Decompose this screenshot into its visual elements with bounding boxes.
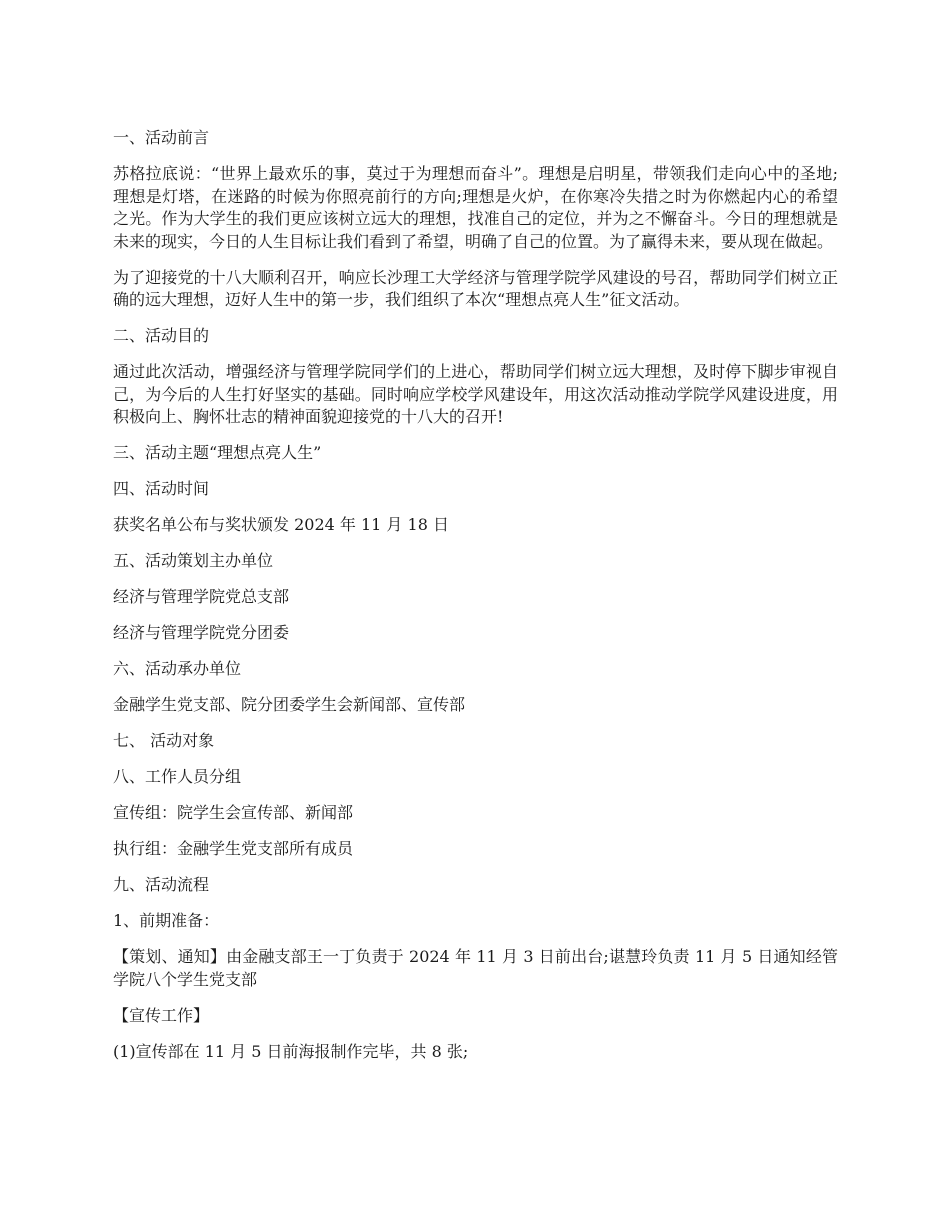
heading-host: 六、活动承办单位: [113, 659, 242, 678]
paragraph-preface-purpose: 为了迎接党的十八大顺利召开，响应长沙理工大学经济与管理学院学风建设的号召，帮助同学们树立正确的远大理想，迈好人生中的第一步，我们组织了本次“理想点亮人生”征文活动。: [113, 267, 838, 309]
heading-preparation: 1、前期准备：: [113, 911, 220, 930]
paragraph-objective: 通过此次活动，增强经济与管理学院同学们的上进心，帮助同学们树立远大理想，及时停下脚步审视自己，为今后的人生打好坚实的基础。同时响应学校学风建设年，用这次活动推动学院学风建设进度，用积极向上、胸怀壮志的精神面貌迎接党的十八大的召开!: [113, 362, 838, 426]
heading-organizer: 五、活动策划主办单位: [113, 551, 274, 570]
paragraph-publicity-group: 宣传组：院学生会宣传部、新闻部: [113, 803, 354, 822]
paragraph-organizer-2: 经济与管理学院党分团委: [113, 623, 290, 642]
heading-publicity-work: 【宣传工作】: [113, 1005, 210, 1025]
paragraph-planning-notice: 【策划、通知】由金融支部王一丁负责于 2024 年 11 月 3 日前出台;谌慧玲负责 11 月 5 日通知经管学院八个学生党支部: [113, 947, 838, 989]
paragraph-posters: (1)宣传部在 11 月 5 日前海报制作完毕，共 8 张;: [113, 1041, 469, 1061]
heading-time: 四、活动时间: [113, 479, 210, 498]
paragraph-preface-socrates: 苏格拉底说：“世界上最欢乐的事，莫过于为理想而奋斗”。理想是启明星，带领我们走向心中的圣地;理想是灯塔，在迷路的时候为你照亮前行的方向;理想是火炉，在你寒冷失措之时为你燃起内心的希望之光。作为大学生的我们更应该树立远大的理想，找准自己的定位，并为之不懈奋斗。今日的理想就是未来的现实，今日的人生目标让我们看到了希望，明确了自己的位置。为了赢得未来，要从现在做起。: [113, 164, 838, 251]
heading-objective: 二、活动目的: [113, 326, 210, 345]
heading-audience: 七、 活动对象: [113, 731, 215, 750]
document-body: [113, 127, 838, 1077]
heading-process: 九、活动流程: [113, 875, 210, 894]
paragraph-execution-group: 执行组：金融学生党支部所有成员: [113, 839, 354, 858]
heading-staff-groups: 八、工作人员分组: [113, 767, 242, 786]
heading-theme: 三、活动主题“理想点亮人生”: [113, 443, 322, 462]
paragraph-organizer-1: 经济与管理学院党总支部: [113, 587, 290, 606]
paragraph-time: 获奖名单公布与奖状颁发 2024 年 11 月 18 日: [113, 515, 449, 534]
heading-preface: 一、活动前言: [113, 128, 210, 147]
paragraph-host: 金融学生党支部、院分团委学生会新闻部、宣传部: [113, 695, 466, 714]
